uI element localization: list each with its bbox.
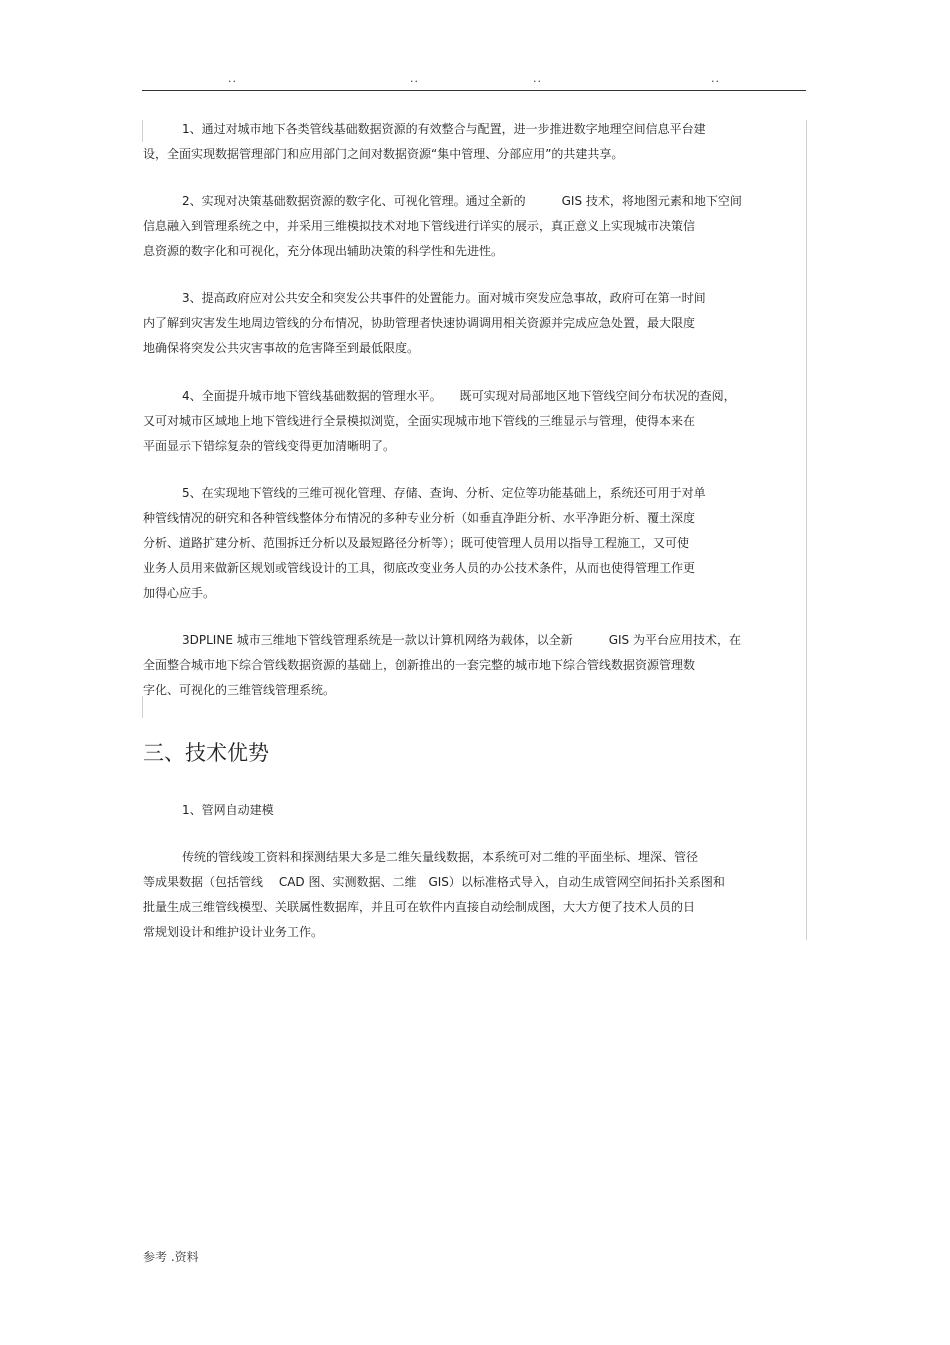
paragraph-2-line-1: 2、实现对决策基础数据资源的数字化、可视化管理。通过全新的 GIS 技术，将地图元素和地下空间 xyxy=(182,194,742,208)
paragraph-4-line-2: 又可对城市区域地上地下管线进行全景模拟浏览，全面实现城市地下管线的三维显示与管理，使得本来在 xyxy=(143,414,696,428)
paragraph-5-line-4: 业务人员用来做新区规划或管线设计的工具，彻底改变业务人员的办公技术条件，从而也使得管理工作更 xyxy=(143,561,696,575)
paragraph-2-line-2: 信息融入到管理系统之中，并采用三维模拟技术对地下管线进行详实的展示，真正意义上实现城市决策信 xyxy=(143,219,696,233)
paragraph-4-line-1: 4、全面提升城市地下管线基础数据的管理水平。 既可实现对局部地区地下管线空间分布状况的查阅， xyxy=(182,389,736,403)
paragraph-2-line-3: 息资源的数字化和可视化，充分体现出辅助决策的科学性和先进性。 xyxy=(143,244,504,258)
paragraph-6-line-2: 全面整合城市地下综合管线数据资源的基础上，创新推出的一套完整的城市地下综合管线数据资源管理数 xyxy=(143,658,696,672)
paragraph-3-line-1: 3、提高政府应对公共安全和突发公共事件的处置能力。面对城市突发应急事故，政府可在第一时间 xyxy=(182,291,706,305)
margin-rule-right xyxy=(806,120,807,940)
header-dots-4: .. xyxy=(711,72,720,85)
paragraph-1-line-1: 1、通过对城市地下各类管线基础数据资源的有效整合与配置，进一步推进数字地理空间信息平台建 xyxy=(182,122,706,136)
paragraph-6-line-1: 3DPLINE 城市三维地下管线管理系统是一款以计算机网络为载体，以全新 GIS 为平台应用技术，在 xyxy=(182,633,741,647)
page-footer: 参考 .资料 xyxy=(143,1250,199,1264)
paragraph-4-line-3: 平面显示下错综复杂的管线变得更加清晰明了。 xyxy=(143,439,396,453)
header-dots-1: .. xyxy=(228,72,237,85)
margin-rule-left xyxy=(142,120,143,142)
paragraph-5-line-5: 加得心应手。 xyxy=(143,586,216,600)
paragraph-5-line-2: 种管线情况的研究和各种管线整体分布情况的多种专业分析（如垂直净距分析、水平净距分析、覆土深度 xyxy=(143,511,696,525)
paragraph-7-line-1: 传统的管线竣工资料和探测结果大多是二维矢量线数据，本系统可对二维的平面坐标、埋深、管径 xyxy=(182,850,699,864)
paragraph-7-line-2: 等成果数据（包括管线 CAD 图、实测数据、二维 GIS）以标准格式导入，自动生成管网空间拓扑关系图和 xyxy=(143,875,725,889)
paragraph-5-line-1: 5、在实现地下管线的三维可视化管理、存储、查询、分析、定位等功能基础上，系统还可用于对单 xyxy=(182,486,706,500)
paragraph-6-line-3: 字化、可视化的三维管线管理系统。 xyxy=(143,683,336,697)
header-dots-2: .. xyxy=(410,72,419,85)
paragraph-7-line-4: 常规划设计和维护设计业务工作。 xyxy=(143,925,324,939)
paragraph-1-line-2: 设，全面实现数据管理部门和应用部门之间对数据资源“集中管理、分部应用”的共建共享。 xyxy=(143,147,624,161)
section-heading: 三、技术优势 xyxy=(143,741,269,765)
paragraph-3-line-2: 内了解到灾害发生地周边管线的分布情况，协助管理者快速协调调用相关资源并完成应急处置，最大限度 xyxy=(143,316,696,330)
header-dots-3: .. xyxy=(533,72,542,85)
subsection-heading: 1、管网自动建模 xyxy=(182,803,274,817)
margin-rule-left-2 xyxy=(142,696,143,718)
header-rule xyxy=(142,90,806,91)
paragraph-5-line-3: 分析、道路扩建分析、范围拆迁分析以及最短路径分析等）；既可使管理人员用以指导工程施工，又可使 xyxy=(143,536,690,550)
paragraph-7-line-3: 批量生成三维管线模型、关联属性数据库，并且可在软件内直接自动绘制成图，大大方便了技术人员的日 xyxy=(143,900,696,914)
paragraph-3-line-3: 地确保将突发公共灾害事故的危害降至到最低限度。 xyxy=(143,341,420,355)
